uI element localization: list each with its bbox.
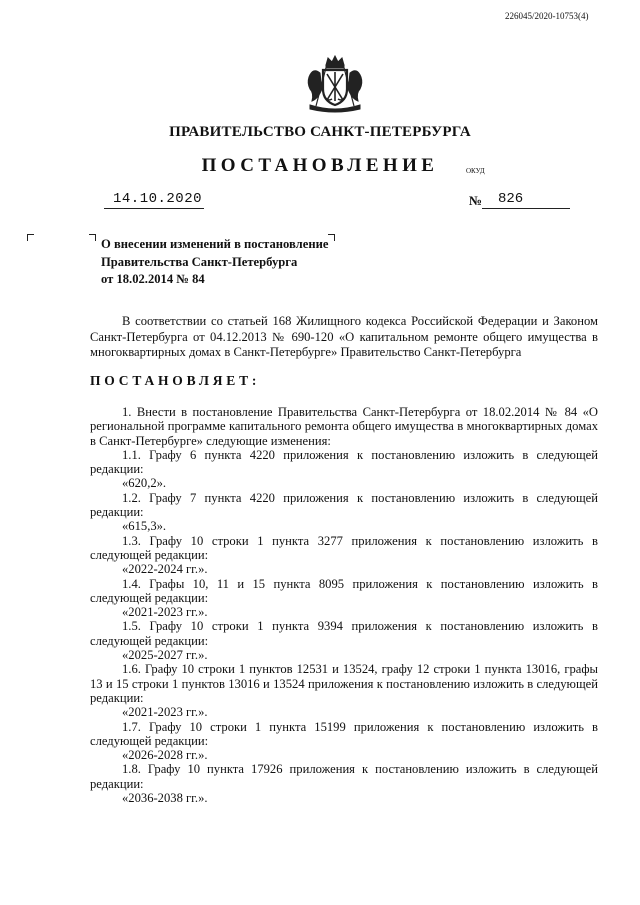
decree-title: ПОСТАНОВЛЕНИЕ (201, 155, 439, 176)
decree-subject (101, 236, 328, 289)
document-number: 226045/2020-10753(4) (505, 11, 589, 21)
paragraph: 1.2. Графу 7 пункта 4220 приложения к постановлению изложить в следующей редакции: (90, 490, 598, 520)
number-underline (482, 208, 570, 209)
subject-line: от 18.02.2014 № 84 (101, 272, 205, 286)
paragraph: 1.6. Графу 10 строки 1 пунктов 12531 и 13524, графу 12 строки 1 пункта 13016, графы 13 и 15 строки 1 пунктов 13016 и 13524 приложения к постановлению изложить в следующей редакции: (90, 662, 598, 705)
paragraph: 1.5. Графу 10 строки 1 пункта 9394 приложения к постановлению изложить в следующей редакции: (90, 619, 598, 648)
subject-line: Правительства Санкт-Петербурга (101, 254, 298, 269)
government-title: ПРАВИТЕЛЬСТВО САНКТ-ПЕТЕРБУРГА (169, 124, 471, 140)
paragraph: 1.7. Графу 10 строки 1 пункта 15199 приложения к постановлению изложить в следующей редакции: (90, 719, 598, 748)
paragraph: 1.4. Графы 10, 11 и 15 пункта 8095 приложения к постановлению изложить в следующей редакции: (90, 576, 598, 605)
preamble: В соответствии со статьей 168 Жилищного кодекса Российской Федерации и Законом Санкт-Петербурга от 04.12.2013 № 690-120 «О капитальном ремонте общего имущества в многоквартирных домах в Санкт-Петербурге» Правительство Санкт-Петербурга (90, 314, 598, 359)
amendment-value: «2022-2024 гг.». (122, 562, 208, 577)
paragraph: 1.3. Графу 10 строки 1 пункта 3277 приложения к постановлению изложить в следующей редакции: (90, 533, 598, 562)
amendment-value: «615,3». (122, 519, 167, 534)
paragraph: 1. Внести в постановление Правительства Санкт-Петербурга от 18.02.2014 № 84 «О региональной программе капитального ремонта общего имущества в многоквартирных домах в Санкт-Петербурге» следующие изменения: (90, 405, 598, 448)
amendment-value: «2036-2038 гг.». (122, 791, 208, 806)
amendment-value: «2021-2023 гг.». (122, 605, 208, 620)
okud-label: ОКУД (466, 167, 485, 175)
subject-line: О внесении изменений в постановление (101, 237, 329, 251)
decree-date: 14.10.2020 (113, 191, 203, 207)
number-label: № (469, 193, 483, 208)
coat-of-arms-icon (304, 55, 366, 113)
subject-bracket-left (89, 234, 96, 241)
amendment-value: «2021-2023 гг.». (122, 705, 208, 720)
date-underline (104, 208, 204, 209)
paragraph: 1.1. Графу 6 пункта 4220 приложения к постановлению изложить в следующей редакции: (90, 447, 598, 477)
decree-number: 826 (498, 191, 524, 207)
subject-bracket-right (328, 234, 335, 241)
resolves-heading: ПОСТАНОВЛЯЕТ: (90, 373, 261, 388)
margin-bracket-left (27, 234, 34, 241)
amendment-value: «2025-2027 гг.». (122, 648, 208, 663)
decree-body (90, 405, 598, 805)
amendment-value: «2026-2028 гг.». (122, 748, 208, 763)
amendment-value: «620,2». (122, 476, 167, 491)
paragraph: 1.8. Графу 10 пункта 17926 приложения к постановлению изложить в следующей редакции: (90, 762, 598, 791)
